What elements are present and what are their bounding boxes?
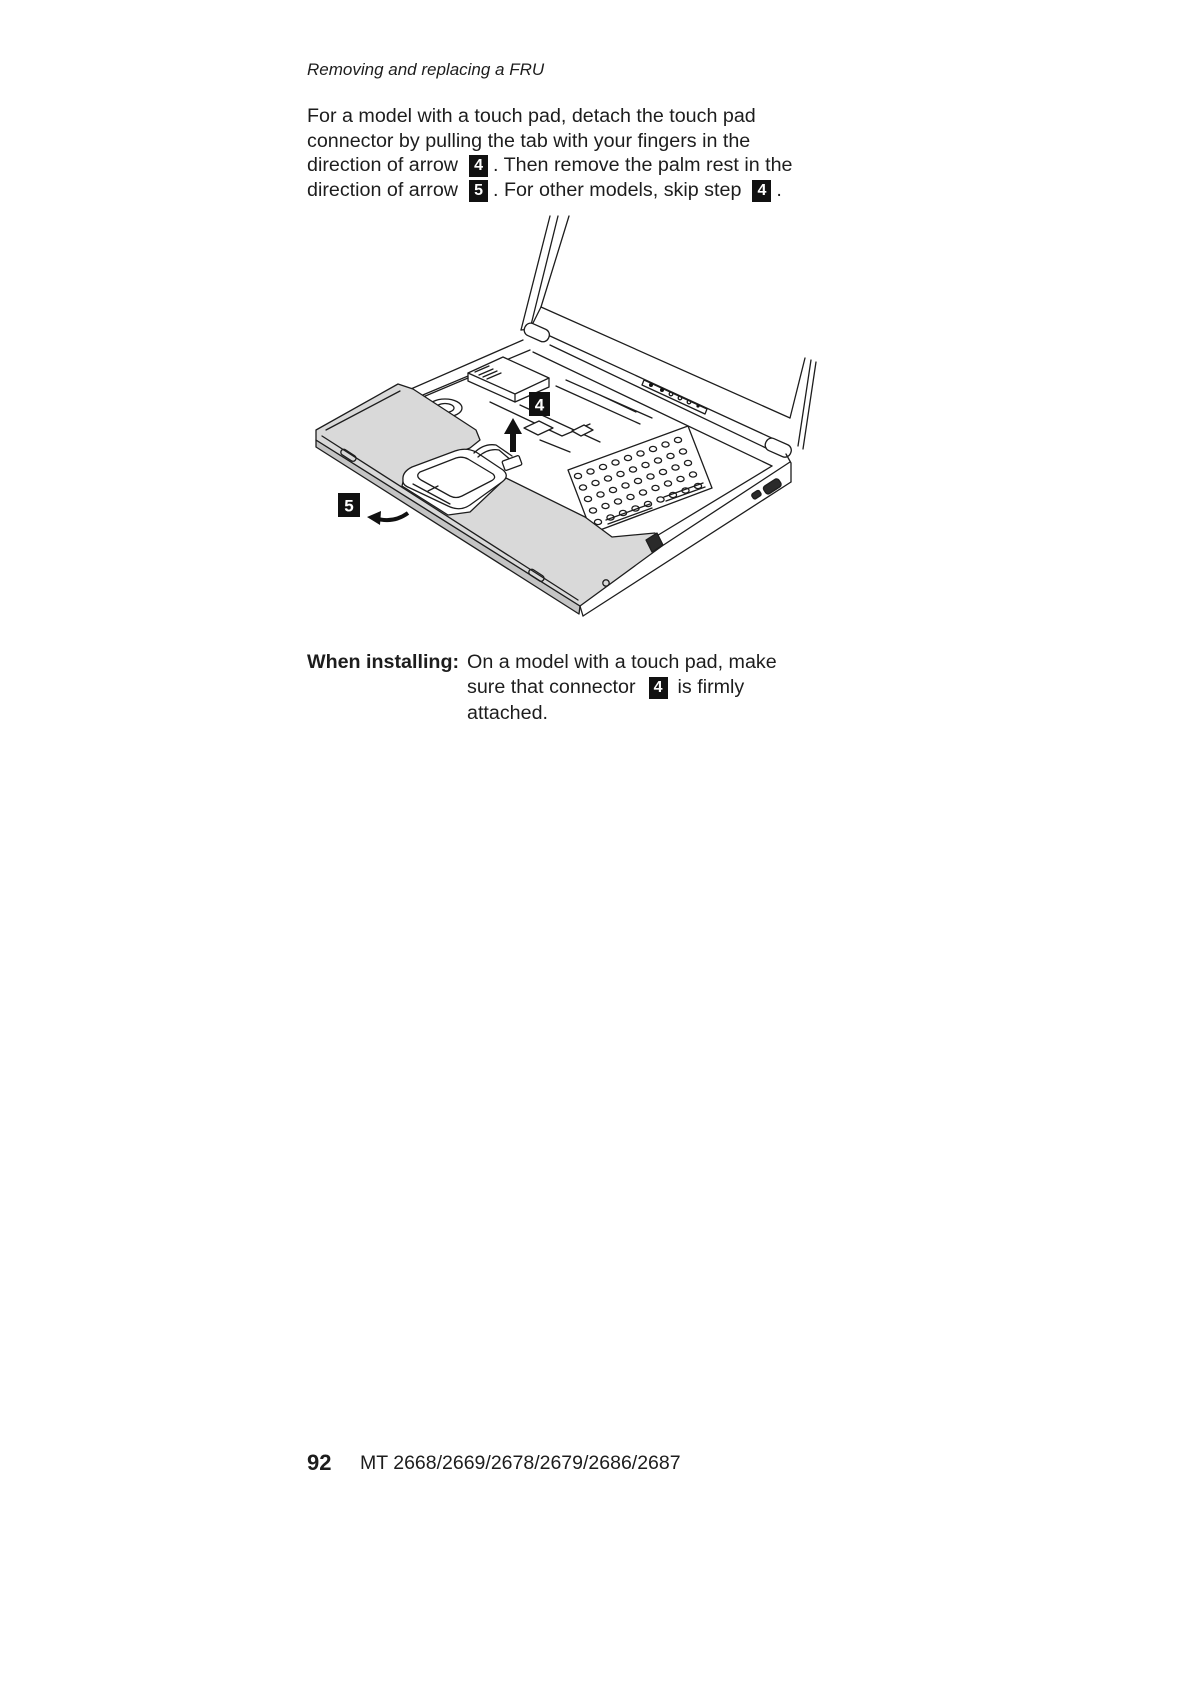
base-right-corner xyxy=(786,454,791,482)
board-connector-small xyxy=(572,425,593,436)
instruction-paragraph xyxy=(307,104,793,203)
note-line-1: On a model with a touch pad, make xyxy=(467,651,777,673)
note-text: sure that connector xyxy=(467,676,636,699)
note-line-2 xyxy=(467,675,777,700)
instruction-line-3 xyxy=(307,153,793,178)
side-port xyxy=(751,490,762,500)
lid-right-outer-edge xyxy=(803,362,816,449)
status-led-icon xyxy=(669,392,673,396)
status-led-icon xyxy=(649,383,653,387)
instruction-text: . xyxy=(776,179,782,202)
machine-types: MT 2668/2669/2678/2679/2686/2687 xyxy=(360,1452,681,1474)
display-lid xyxy=(521,216,816,449)
callout-5-label: 5 xyxy=(344,496,354,516)
display-bottom-edge xyxy=(541,307,790,418)
when-installing-note xyxy=(467,650,777,726)
arrow-up-icon xyxy=(504,418,522,434)
left-hinge xyxy=(522,321,551,343)
display-right-edge xyxy=(790,358,805,418)
status-led-icon xyxy=(660,388,664,392)
status-led-icon xyxy=(687,400,691,404)
lid-right-edge xyxy=(798,360,811,446)
board-connector xyxy=(524,421,553,435)
touch-pad-connector xyxy=(502,455,522,471)
lid-rear-left-edge xyxy=(521,216,550,330)
instruction-line-2: connector by pulling the tab with your fingers in the xyxy=(307,129,751,152)
note-line-3: attached. xyxy=(467,701,548,724)
callout-badge: 5 xyxy=(469,180,488,202)
keyboard-support-plate xyxy=(568,426,712,533)
instruction-text: direction of arrow xyxy=(307,179,459,202)
instruction-text: direction of arrow xyxy=(307,154,459,177)
instruction-text: . For other models, skip step xyxy=(493,179,742,202)
page-number: 92 xyxy=(307,1450,332,1475)
instruction-line-4 xyxy=(307,178,793,203)
when-installing-label: When installing: xyxy=(307,651,460,673)
side-port xyxy=(762,478,782,495)
callout-badge: 4 xyxy=(469,155,488,177)
instruction-text: . Then remove the palm rest in the xyxy=(493,154,793,177)
status-led-icon xyxy=(696,404,699,407)
page-footer xyxy=(307,1450,807,1476)
right-hinge xyxy=(763,436,793,459)
callout-4-label: 4 xyxy=(534,395,545,415)
arrow-5-curve xyxy=(378,513,408,520)
note-text: is firmly xyxy=(677,676,745,699)
running-title: Removing and replacing a FRU xyxy=(307,60,545,79)
callout-badge: 4 xyxy=(752,180,771,202)
arrow-left-icon xyxy=(367,511,381,525)
status-led-icon xyxy=(678,396,682,400)
palm-rest-removal-illustration xyxy=(300,215,820,620)
callout-badge: 4 xyxy=(649,677,668,699)
instruction-line-1: For a model with a touch pad, detach the touch pad xyxy=(307,105,756,127)
